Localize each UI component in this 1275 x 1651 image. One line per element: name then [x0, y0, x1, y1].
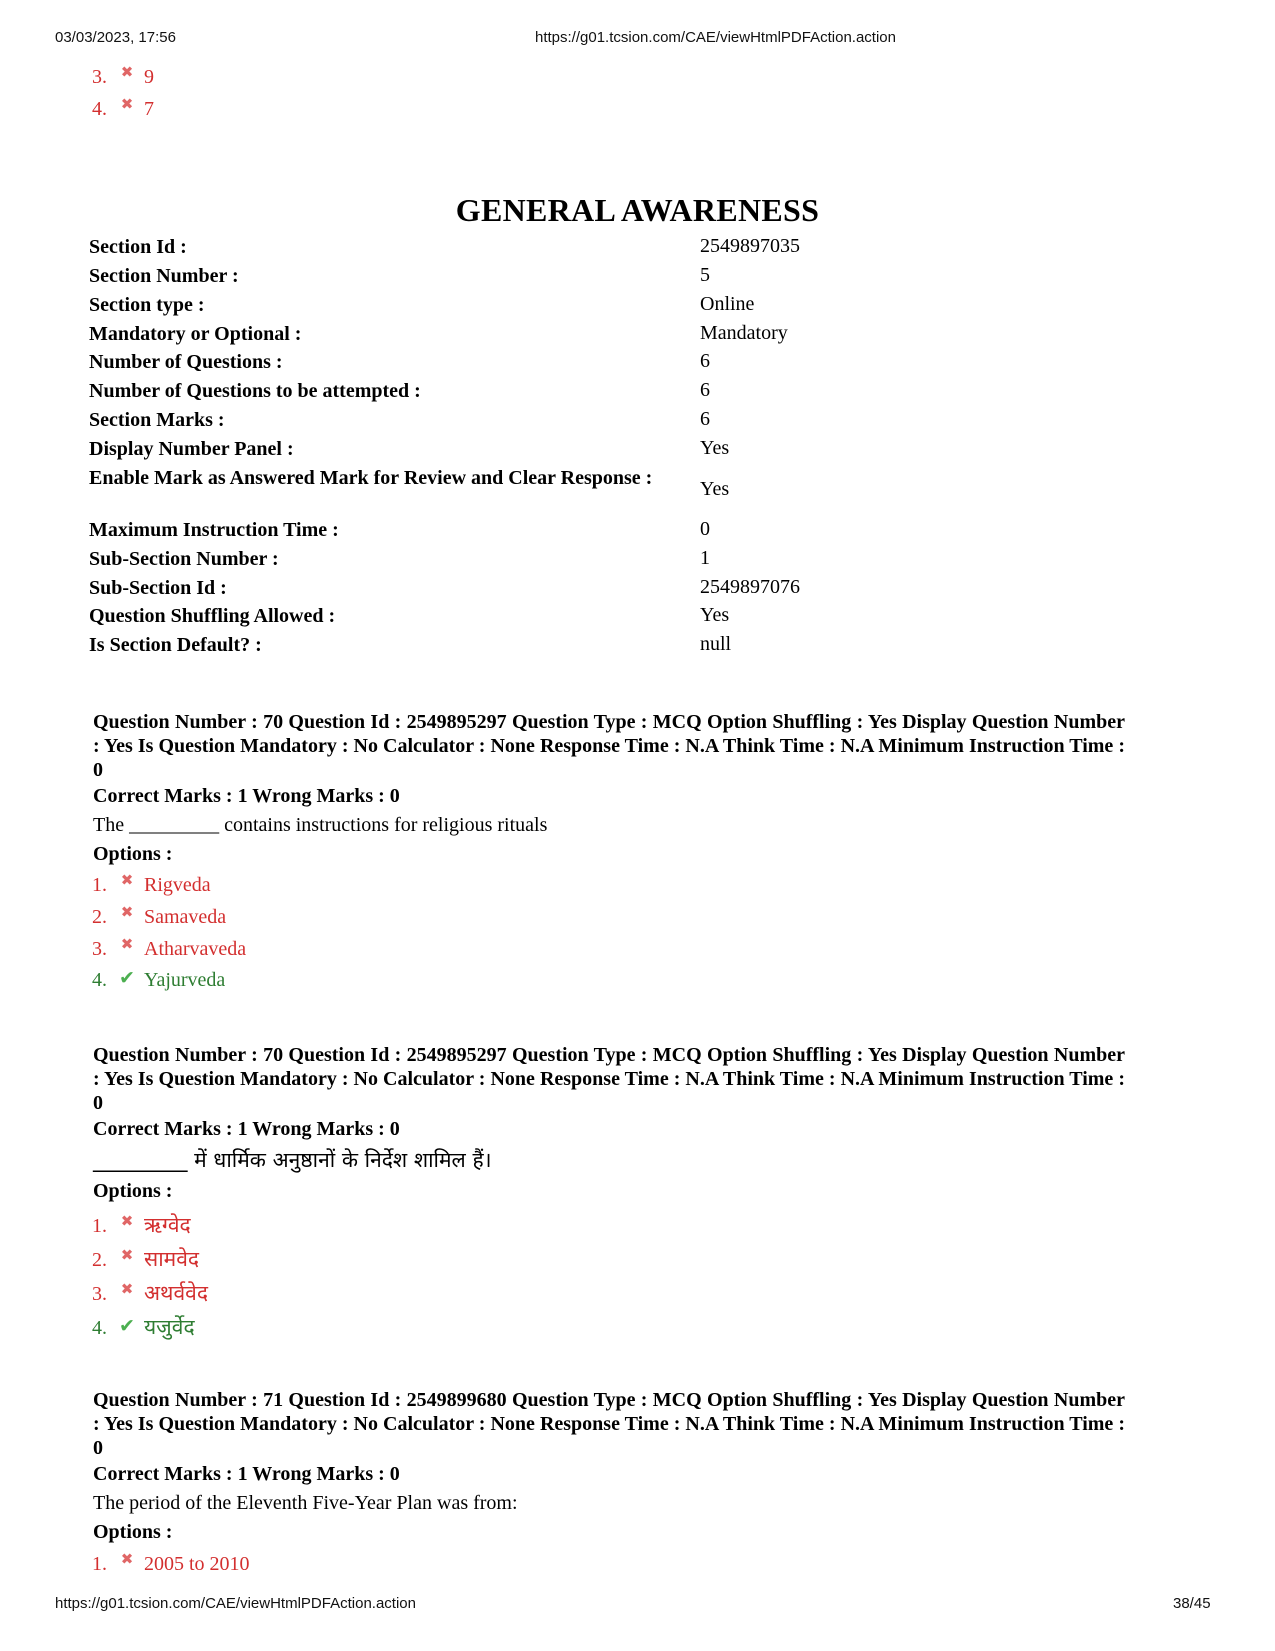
- option-text: सामवेद: [144, 1247, 200, 1271]
- question-marks: Correct Marks : 1 Wrong Marks : 0: [93, 1118, 400, 1140]
- question-text: The period of the Eleventh Five-Year Plan was from:: [93, 1492, 518, 1514]
- option-item: [92, 1550, 250, 1576]
- info-label: Section Id :: [89, 236, 187, 258]
- option-item: [92, 1211, 191, 1239]
- cross-icon: ✖: [120, 95, 134, 113]
- cross-icon: ✖: [120, 935, 134, 953]
- option-item: [92, 903, 227, 929]
- option-number: 1.: [92, 1553, 107, 1575]
- option-item: [92, 871, 211, 897]
- option-number: 2.: [92, 1249, 107, 1271]
- cross-icon: ✖: [120, 903, 134, 921]
- option-number: 3.: [92, 938, 107, 960]
- check-icon: ✔: [119, 1315, 135, 1337]
- info-value: Yes: [700, 604, 730, 626]
- info-label: Sub-Section Id :: [89, 577, 227, 599]
- option-number: 4.: [92, 98, 107, 120]
- info-value: 6: [700, 379, 710, 401]
- option-item: [92, 1245, 199, 1273]
- info-label: Number of Questions to be attempted :: [89, 380, 421, 402]
- cross-icon: ✖: [120, 1280, 134, 1298]
- info-value: 0: [700, 518, 710, 540]
- info-label: Is Section Default? :: [89, 634, 262, 656]
- print-url: https://g01.tcsion.com/CAE/viewHtmlPDFAction.action: [535, 29, 896, 46]
- option-number: 1.: [92, 1215, 107, 1237]
- question-header: Question Number : 70 Question Id : 2549895297 Question Type : MCQ Option Shuffling : Yes Display Question Number : Yes Is Question Mandatory : No Calculator : None Response Time : N.A Think Time : N.A Minimum Instruction Time : 0: [93, 711, 1125, 781]
- cross-icon: ✖: [120, 871, 134, 889]
- info-value: null: [700, 633, 732, 655]
- prev-option: [92, 95, 154, 121]
- option-text: 9: [144, 66, 154, 88]
- info-value: Yes: [700, 437, 730, 459]
- option-number: 3.: [92, 1283, 107, 1305]
- page-number: 38/45: [1173, 1595, 1211, 1612]
- info-value: Yes: [700, 478, 730, 500]
- option-text: 7: [144, 98, 154, 120]
- cross-icon: ✖: [120, 1550, 134, 1568]
- info-value: 2549897076: [700, 576, 800, 598]
- question-header: Question Number : 70 Question Id : 2549895297 Question Type : MCQ Option Shuffling : Yes Display Question Number : Yes Is Question Mandatory : No Calculator : None Response Time : N.A Think Time : N.A Minimum Instruction Time : 0: [93, 1044, 1125, 1114]
- info-value: Online: [700, 293, 755, 315]
- cross-icon: ✖: [120, 63, 134, 81]
- options-label: Options :: [93, 843, 173, 865]
- option-number: 2.: [92, 906, 107, 928]
- info-label: Section Marks :: [89, 409, 225, 431]
- info-value: 6: [700, 408, 710, 430]
- option-number: 3.: [92, 66, 107, 88]
- option-text: Samaveda: [144, 906, 227, 928]
- option-number: 4.: [92, 969, 107, 991]
- info-value: 5: [700, 264, 710, 286]
- info-label: Maximum Instruction Time :: [89, 519, 339, 541]
- option-item-correct: [92, 969, 225, 992]
- options-label: Options :: [93, 1521, 173, 1543]
- question-text: _________ में धार्मिक अनुष्ठानों के निर्देश शामिल हैं।: [93, 1148, 492, 1172]
- check-icon: ✔: [119, 967, 135, 989]
- question-marks: Correct Marks : 1 Wrong Marks : 0: [93, 785, 400, 807]
- option-text: 2005 to 2010: [144, 1553, 250, 1575]
- option-item-correct: [92, 1313, 195, 1341]
- option-text: Atharvaveda: [144, 938, 247, 960]
- option-number: 1.: [92, 874, 107, 896]
- option-text: Yajurveda: [144, 969, 226, 991]
- info-label: Section Number :: [89, 265, 239, 287]
- option-text: Rigveda: [144, 874, 211, 896]
- section-title: GENERAL AWARENESS: [455, 192, 820, 228]
- question-marks: Correct Marks : 1 Wrong Marks : 0: [93, 1463, 400, 1485]
- info-value: 1: [700, 547, 710, 569]
- prev-option: [92, 63, 154, 89]
- cross-icon: ✖: [120, 1212, 134, 1230]
- info-value: 6: [700, 350, 710, 372]
- info-label: Question Shuffling Allowed :: [89, 605, 336, 627]
- question-header: Question Number : 71 Question Id : 2549899680 Question Type : MCQ Option Shuffling : Yes Display Question Number : Yes Is Question Mandatory : No Calculator : None Response Time : N.A Think Time : N.A Minimum Instruction Time : 0: [93, 1389, 1125, 1459]
- cross-icon: ✖: [120, 1246, 134, 1264]
- option-text: ऋग्वेद: [144, 1213, 191, 1237]
- info-label: Display Number Panel :: [89, 438, 294, 460]
- option-item: [92, 1279, 208, 1307]
- footer-url: https://g01.tcsion.com/CAE/viewHtmlPDFAction.action: [55, 1595, 416, 1612]
- print-datetime: 03/03/2023, 17:56: [55, 29, 176, 46]
- info-label: Section type :: [89, 294, 205, 316]
- question-text: The _________ contains instructions for religious rituals: [93, 814, 548, 836]
- info-value: Mandatory: [700, 322, 788, 344]
- info-value: 2549897035: [700, 235, 800, 257]
- info-label: Enable Mark as Answered Mark for Review and Clear Response :: [89, 467, 653, 489]
- options-label: Options :: [93, 1180, 173, 1202]
- info-label: Mandatory or Optional :: [89, 323, 302, 345]
- info-label: Number of Questions :: [89, 351, 283, 373]
- option-number: 4.: [92, 1317, 107, 1339]
- option-item: [92, 935, 247, 961]
- info-label: Sub-Section Number :: [89, 548, 279, 570]
- option-text: अथर्ववेद: [144, 1281, 208, 1305]
- option-text: यजुर्वेद: [144, 1315, 195, 1339]
